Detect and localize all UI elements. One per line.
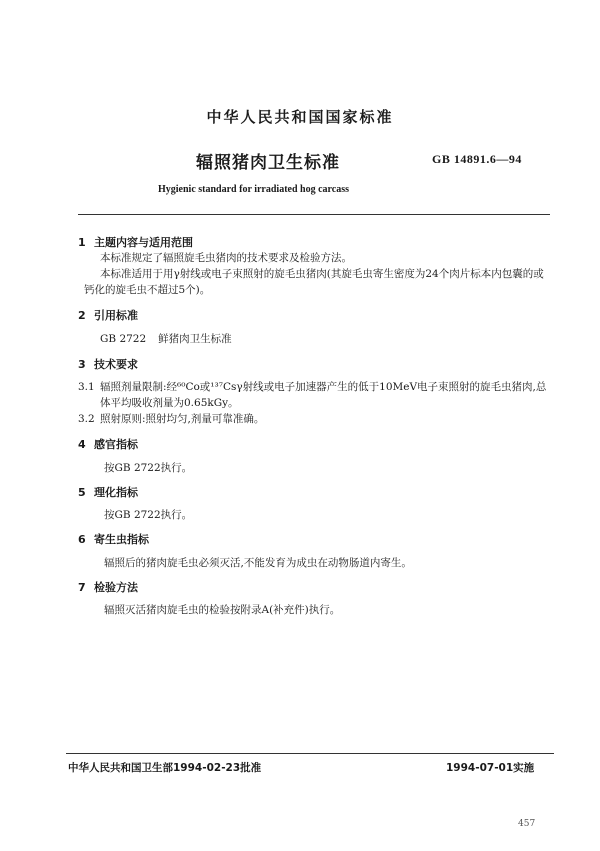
item-3-2-text: 照射原则:照射均匀,剂量可靠准确。 bbox=[100, 413, 265, 425]
section-2-number: 2 bbox=[78, 309, 86, 322]
document-title: 辐照猪肉卫生标准 bbox=[196, 153, 340, 173]
section-7-heading bbox=[78, 579, 138, 595]
section-7-number: 7 bbox=[78, 581, 86, 594]
section-1-paragraph-2: 本标准适用于用γ射线或电子束照射的旋毛虫猪肉(其旋毛虫寄生密度为24个肉片标本内包囊的或钙化的旋毛虫不超过5个)。 bbox=[84, 268, 544, 296]
bottom-divider bbox=[66, 753, 554, 754]
section-6-title: 寄生虫指标 bbox=[94, 533, 149, 546]
section-7-title: 检验方法 bbox=[94, 581, 138, 594]
section-5-title: 理化指标 bbox=[94, 486, 138, 499]
section-4-number: 4 bbox=[78, 438, 86, 451]
section-1-paragraph-1: 本标准规定了辐照旋毛虫猪肉的技术要求及检验方法。 bbox=[100, 252, 352, 264]
top-divider bbox=[78, 214, 550, 215]
page-number: 457 bbox=[518, 819, 536, 829]
section-1-heading bbox=[78, 234, 193, 250]
reference-title: 鲜猪肉卫生标准 bbox=[158, 333, 232, 345]
section-5-text: 按GB 2722执行。 bbox=[104, 509, 193, 521]
section-3-number: 3 bbox=[78, 358, 86, 371]
section-5-number: 5 bbox=[78, 486, 86, 499]
section-2-heading bbox=[78, 307, 138, 323]
section-2-title: 引用标准 bbox=[94, 309, 138, 322]
item-3-1-text: 辐照剂量限制:经⁶⁰Co或¹³⁷Csγ射线或电子加速器产生的低于10MeV电子束照射的旋毛虫猪肉,总体平均吸收剂量为0.65kGy。 bbox=[100, 381, 547, 409]
section-1-title: 主题内容与适用范围 bbox=[94, 236, 193, 249]
section-4-text: 按GB 2722执行。 bbox=[104, 462, 193, 474]
approval-line: 中华人民共和国卫生部1994-02-23批准 bbox=[68, 762, 262, 774]
item-3-1-number: 3.1 bbox=[78, 381, 95, 393]
standard-org-heading: 中华人民共和国国家标准 bbox=[206, 108, 394, 126]
section-7-text: 辐照灭活猪肉旋毛虫的检验按附录A(补充件)执行。 bbox=[104, 604, 341, 616]
effective-date: 1994-07-01实施 bbox=[446, 762, 535, 774]
section-6-heading bbox=[78, 531, 149, 547]
section-3-heading bbox=[78, 356, 138, 372]
section-1-number: 1 bbox=[78, 236, 86, 249]
section-4-title: 感官指标 bbox=[94, 438, 138, 451]
section-6-text: 辐照后的猪肉旋毛虫必须灭活,不能发育为成虫在动物肠道内寄生。 bbox=[104, 557, 412, 569]
reference-code: GB 2722 bbox=[100, 333, 147, 345]
section-4-heading bbox=[78, 436, 138, 452]
section-5-heading bbox=[78, 484, 138, 500]
section-6-number: 6 bbox=[78, 533, 86, 546]
section-3-title: 技术要求 bbox=[94, 358, 138, 371]
english-title: Hygienic standard for irradiated hog carcass bbox=[158, 184, 350, 195]
reference-entry bbox=[100, 331, 232, 347]
item-3-2-number: 3.2 bbox=[78, 413, 95, 425]
standard-code: GB 14891.6—94 bbox=[432, 152, 522, 166]
